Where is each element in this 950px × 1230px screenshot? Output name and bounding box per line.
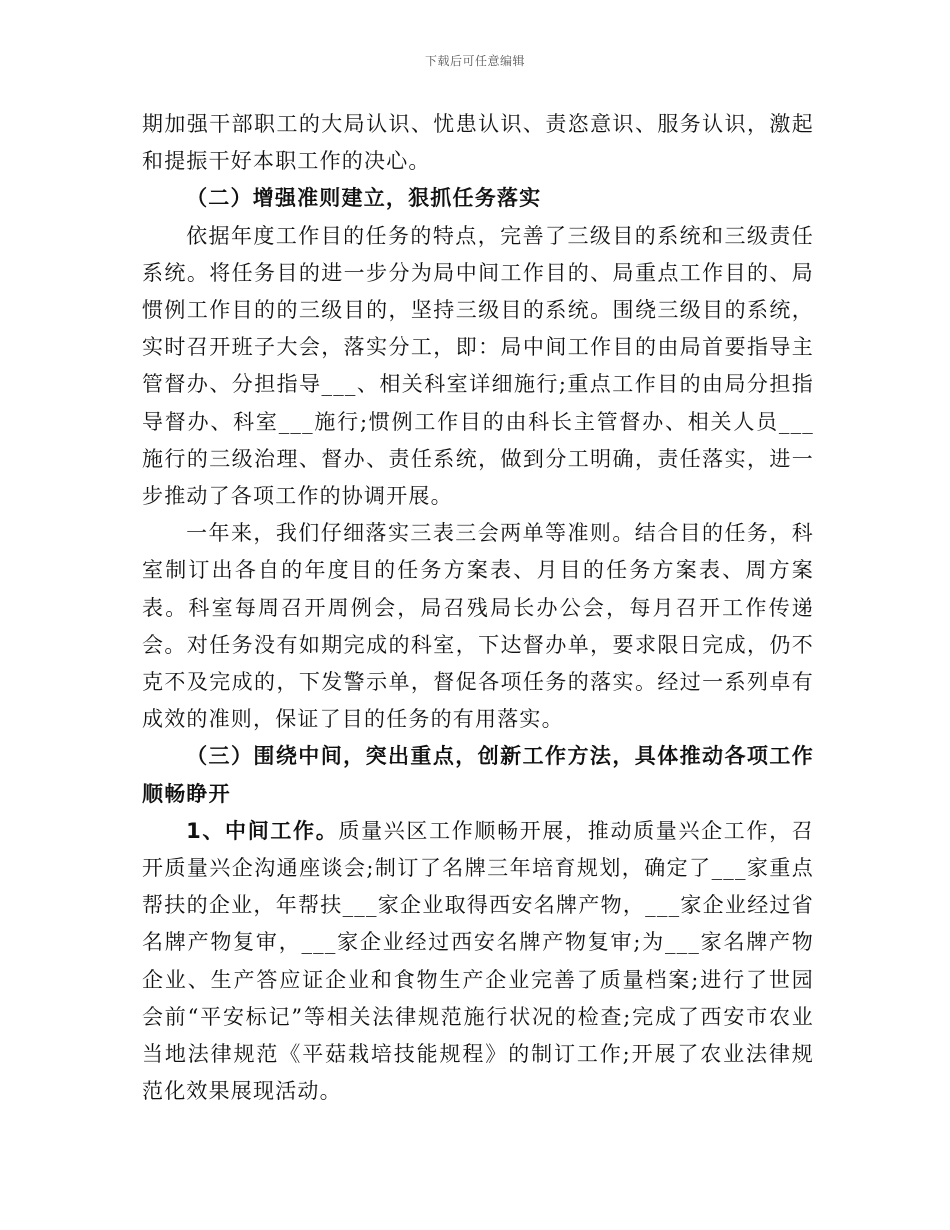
paragraph-lead-label: 1、中间工作。	[186, 818, 339, 843]
paragraph-central-work-text: 质量兴区工作顺畅开展，推动质量兴企工作，召开质量兴企沟通座谈会;制订了名牌三年培育规划，确定了___家重点帮扶的企业，年帮扶___家企业取得西安名牌产物，___家企业经过省名牌产物复审，___家企业经过西安名牌产物复审;为___家名牌产物企业、生产答应证企业和食物生产企业完善了质量档案;进行了世园会前“平安标记”等相关法律规范施行状况的检查;完成了西安市农业当地法律规范《平菇栽培技能规程》的制订工作;开展了农业法律规范化效果展现活动。	[142, 818, 815, 1104]
paragraph-target-system: 依据年度工作目的任务的特点，完善了三级目的系统和三级责任系统。将任务目的进一步分为局中间工作目的、局重点工作目的、局惯例工作目的的三级目的，坚持三级目的系统。围绕三级目的系统，实时召开班子大会，落实分工，即：局中间工作目的由局首要指导主管督办、分担指导___、相关科室详细施行;重点工作目的由局分担指导督办、科室___施行;惯例工作目的由科长主管督办、相关人员___施行的三级治理、督办、责任系统，做到分工明确，责任落实，进一步推动了各项工作的协调开展。	[142, 223, 814, 509]
paragraph-central-work	[142, 813, 814, 1111]
document-body	[142, 106, 814, 1110]
page-header: 下载后可任意编辑	[424, 54, 525, 68]
section-heading-2: （二）增强准则建立，狠抓任务落实	[186, 186, 542, 211]
paragraph-rules-implementation: 一年来，我们仔细落实三表三会两单等准则。结合目的任务，科室制订出各自的年度目的任务方案表、月目的任务方案表、周方案表。科室每周召开周例会，局召残局长办公会，每月召开工作传递会。对任务没有如期完成的科室，下达督办单，要求限日完成，仍不克不及完成的，下发警示单，督促各项任务的落实。经过一系列卓有成效的准则，保证了目的任务的有用落实。	[142, 521, 814, 732]
section-heading-3: （三）围绕中间，突出重点，创新工作方法，具体推动各项工作顺畅睁开	[142, 744, 814, 806]
paragraph-continuation: 期加强干部职工的大局认识、忧患认识、责恣意识、服务认识，激起和提振干好本职工作的决心。	[142, 112, 814, 174]
